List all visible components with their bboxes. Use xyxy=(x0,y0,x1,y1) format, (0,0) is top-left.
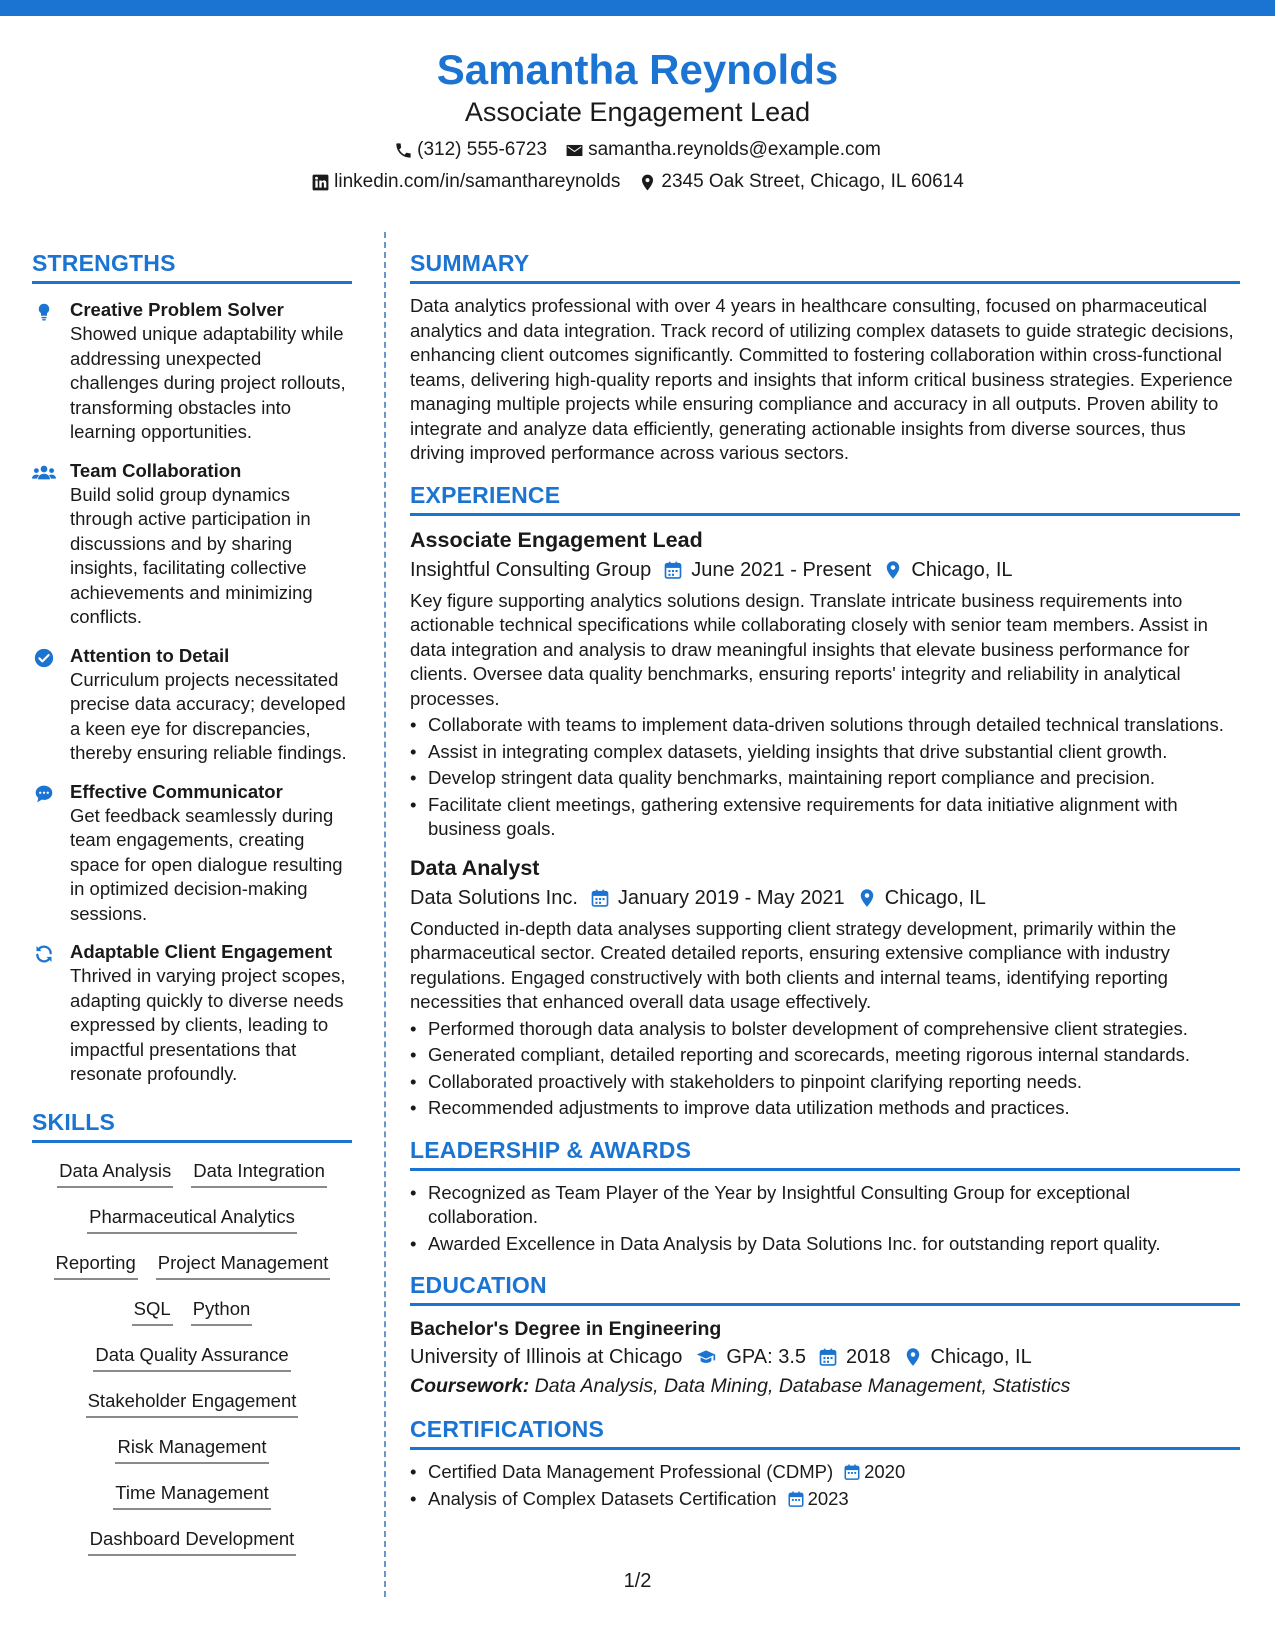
calendar-icon xyxy=(843,1463,861,1481)
strength-item xyxy=(32,780,352,927)
calendar-icon xyxy=(590,888,610,908)
job-company: Insightful Consulting Group xyxy=(410,558,652,581)
map-pin-icon xyxy=(857,888,877,908)
summary-text: Data analytics professional with over 4 years in healthcare consulting, focused on pharmaceutical analytics and data integration. Track record of utilizing complex datasets to guide strategic decisions, enhancing client outcomes significantly. Committed to fostering collaboration within cross-functional teams, delivering high-quality reports and insights that inform critical business strategies. Experience managing multiple projects while ensuring compliance and accuracy in all outputs. Proven ability to integrate and analyze data efficiently, generating actionable insights from diverse sources, thus driving improved performance across various sectors. xyxy=(410,295,1234,463)
linkedin-contact[interactable] xyxy=(311,169,620,195)
job-title: Associate Engagement Lead xyxy=(410,527,703,552)
job-location: Chicago, IL xyxy=(884,886,986,909)
bullet-item: • Generated compliant, detailed reporting and scorecards, meeting rigorous internal standards. xyxy=(410,1043,1240,1068)
linkedin-icon xyxy=(311,173,330,192)
bullet-item: • Recommended adjustments to improve data utilization methods and practices. xyxy=(410,1096,1240,1121)
strength-desc: Get feedback seamlessly during team engagements, creating space for open dialogue resulting in optimized decision-making sessions. xyxy=(70,804,343,924)
graduation-cap-icon xyxy=(694,1347,718,1367)
skill-tag: Time Management xyxy=(113,1481,271,1510)
job-description: Conducted in-depth data analyses supporting client strategy development, primarily within the pharmaceutical sector. Created detailed reports, ensuring extensive compliance with industry regulations. Engaged constructively with both clients and internal teams, identifying reporting necessities that enhanced overall data usage effectively. xyxy=(410,917,1177,1012)
right-column xyxy=(410,248,1240,1523)
skill-tag: Risk Management xyxy=(115,1435,268,1464)
education-heading: EDUCATION xyxy=(410,1270,1240,1306)
job-description: Key figure supporting analytics solutions design. Translate intricate business requirements into actionable technical specifications while collaborating closely with senior team members. Assist in data integration and analysis to draw meaningful insights that elevate business performance for clients. Oversee data quality benchmarks, ensuring reports' integrity and reliability in analytical processes. xyxy=(410,589,1208,709)
cert-year: 2020 xyxy=(864,1461,906,1482)
left-column xyxy=(32,248,352,1573)
map-pin-icon xyxy=(883,560,903,580)
strength-desc: Curriculum projects necessitated precise data accuracy; developed a keen eye for discrepancies, thereby ensuring reliable findings. xyxy=(70,668,347,763)
job-bullets xyxy=(410,713,1240,842)
linkedin-text[interactable]: linkedin.com/in/samanthareynolds xyxy=(334,171,621,192)
leadership-heading: LEADERSHIP & AWARDS xyxy=(410,1135,1240,1171)
chat-bubble-icon xyxy=(34,784,54,804)
users-icon xyxy=(32,463,56,483)
top-accent-bar xyxy=(0,0,1275,16)
calendar-icon xyxy=(818,1347,838,1367)
job-meta xyxy=(410,883,1240,913)
bullet-item: • Develop stringent data quality benchmarks, maintaining report compliance and precision. xyxy=(410,766,1240,791)
strength-item xyxy=(32,459,352,630)
cert-name: • Analysis of Complex Datasets Certification xyxy=(428,1487,777,1509)
leadership-bullets xyxy=(410,1181,1240,1257)
envelope-icon xyxy=(565,141,584,160)
bullet-item: • Performed thorough data analysis to bolster development of comprehensive client strategies. xyxy=(410,1017,1240,1042)
column-divider xyxy=(384,232,386,1597)
job-entry xyxy=(410,854,1240,1121)
cert-name: • Certified Data Management Professional (CDMP) xyxy=(428,1461,834,1482)
calendar-icon xyxy=(787,1490,805,1508)
map-pin-icon xyxy=(903,1347,923,1367)
certification-item xyxy=(410,1460,1240,1485)
strength-item xyxy=(32,940,352,1087)
skill-tag: SQL xyxy=(132,1297,173,1326)
certifications-list xyxy=(410,1460,1240,1511)
certification-item xyxy=(410,1487,1240,1512)
address-contact xyxy=(638,169,963,195)
strength-desc: Thrived in varying project scopes, adapting quickly to diverse needs expressed by clients, leading to impactful presentations that resonate profoundly. xyxy=(70,965,346,1084)
phone-icon xyxy=(394,141,413,160)
strengths-list xyxy=(32,294,352,1087)
skill-tag: Stakeholder Engagement xyxy=(86,1389,299,1418)
skill-tag: Dashboard Development xyxy=(88,1527,297,1556)
school-name: University of Illinois at Chicago xyxy=(410,1346,683,1368)
contact-row-1 xyxy=(0,137,1275,163)
page-number: 1/2 xyxy=(623,1570,652,1592)
skill-tag: Data Integration xyxy=(191,1159,327,1188)
bullet-item: • Recognized as Team Player of the Year by Insightful Consulting Group for exceptional collaboration. xyxy=(410,1181,1240,1230)
map-pin-icon xyxy=(638,173,657,192)
coursework-label: Coursework: xyxy=(410,1375,530,1397)
skill-tag: Data Quality Assurance xyxy=(93,1343,290,1372)
phone-contact xyxy=(394,137,547,163)
skills-heading: SKILLS xyxy=(32,1107,352,1143)
coursework-list: Data Analysis, Data Mining, Database Management, Statistics xyxy=(529,1375,1071,1397)
education-location: Chicago, IL xyxy=(930,1346,1032,1368)
check-circle-icon xyxy=(34,648,54,668)
cert-year: 2023 xyxy=(807,1487,849,1509)
job-dates: January 2019 - May 2021 xyxy=(617,886,845,909)
skill-tag: Pharmaceutical Analytics xyxy=(87,1205,297,1234)
skill-tag: Data Analysis xyxy=(57,1159,173,1188)
bullet-item: • Collaborate with teams to implement data-driven solutions through detailed technical translations. xyxy=(410,713,1240,738)
sync-icon xyxy=(34,944,54,964)
bullet-item: • Awarded Excellence in Data Analysis by Data Solutions Inc. for outstanding report quality. xyxy=(410,1232,1240,1257)
job-dates: June 2021 - Present xyxy=(691,558,872,581)
experience-heading: EXPERIENCE xyxy=(410,480,1240,516)
certifications-section xyxy=(410,1414,1240,1511)
email-contact[interactable] xyxy=(565,137,881,163)
job-company: Data Solutions Inc. xyxy=(410,886,578,909)
lightbulb-icon xyxy=(35,302,53,322)
job-meta xyxy=(410,555,1240,585)
resume-header xyxy=(0,44,1275,195)
education-section xyxy=(410,1270,1240,1400)
graduation-year: 2018 xyxy=(846,1346,891,1368)
certifications-heading: CERTIFICATIONS xyxy=(410,1414,1240,1450)
address-text: 2345 Oak Street, Chicago, IL 60614 xyxy=(661,171,964,192)
leadership-section xyxy=(410,1135,1240,1257)
phone-text: (312) 555-6723 xyxy=(417,139,548,160)
gpa-text: GPA: 3.5 xyxy=(726,1346,807,1368)
strength-title: Attention to Detail xyxy=(70,644,230,666)
candidate-name: Samantha Reynolds xyxy=(436,46,839,93)
skills-list xyxy=(32,1153,352,1573)
strength-item xyxy=(32,644,352,766)
bullet-item: • Assist in integrating complex datasets, yielding insights that drive substantial client growth. xyxy=(410,740,1240,765)
calendar-icon xyxy=(663,560,683,580)
job-bullets xyxy=(410,1017,1240,1121)
bullet-item: • Collaborated proactively with stakeholders to pinpoint clarifying reporting needs. xyxy=(410,1070,1240,1095)
job-location: Chicago, IL xyxy=(911,558,1013,581)
coursework xyxy=(410,1372,1240,1400)
strength-desc: Build solid group dynamics through active participation in discussions and by sharing insights, facilitating collective achievements and minimizing conflicts. xyxy=(70,483,313,627)
email-text[interactable]: samantha.reynolds@example.com xyxy=(588,139,881,160)
skill-tag: Reporting xyxy=(54,1251,138,1280)
strength-desc: Showed unique adaptability while addressing unexpected challenges during project rollouts, transforming obstacles into learning opportunities. xyxy=(70,323,346,442)
education-meta xyxy=(410,1342,1240,1372)
degree-title: Bachelor's Degree in Engineering xyxy=(410,1318,722,1340)
candidate-title: Associate Engagement Lead xyxy=(464,97,811,127)
strength-title: Effective Communicator xyxy=(70,780,283,802)
strength-title: Adaptable Client Engagement xyxy=(70,941,333,962)
strength-item xyxy=(32,298,352,445)
job-title: Data Analyst xyxy=(410,855,540,880)
summary-section xyxy=(410,248,1240,466)
skill-tag: Python xyxy=(191,1297,253,1326)
strength-title: Team Collaboration xyxy=(70,459,242,481)
contact-row-2 xyxy=(0,169,1275,195)
job-entry xyxy=(410,526,1240,842)
skill-tag: Project Management xyxy=(156,1251,331,1280)
experience-section xyxy=(410,480,1240,1121)
bullet-item: • Facilitate client meetings, gathering extensive requirements for data initiative alignment with business goals. xyxy=(410,793,1240,842)
summary-heading: SUMMARY xyxy=(410,248,1240,284)
strength-title: Creative Problem Solver xyxy=(70,299,284,320)
strengths-heading: STRENGTHS xyxy=(32,248,352,284)
